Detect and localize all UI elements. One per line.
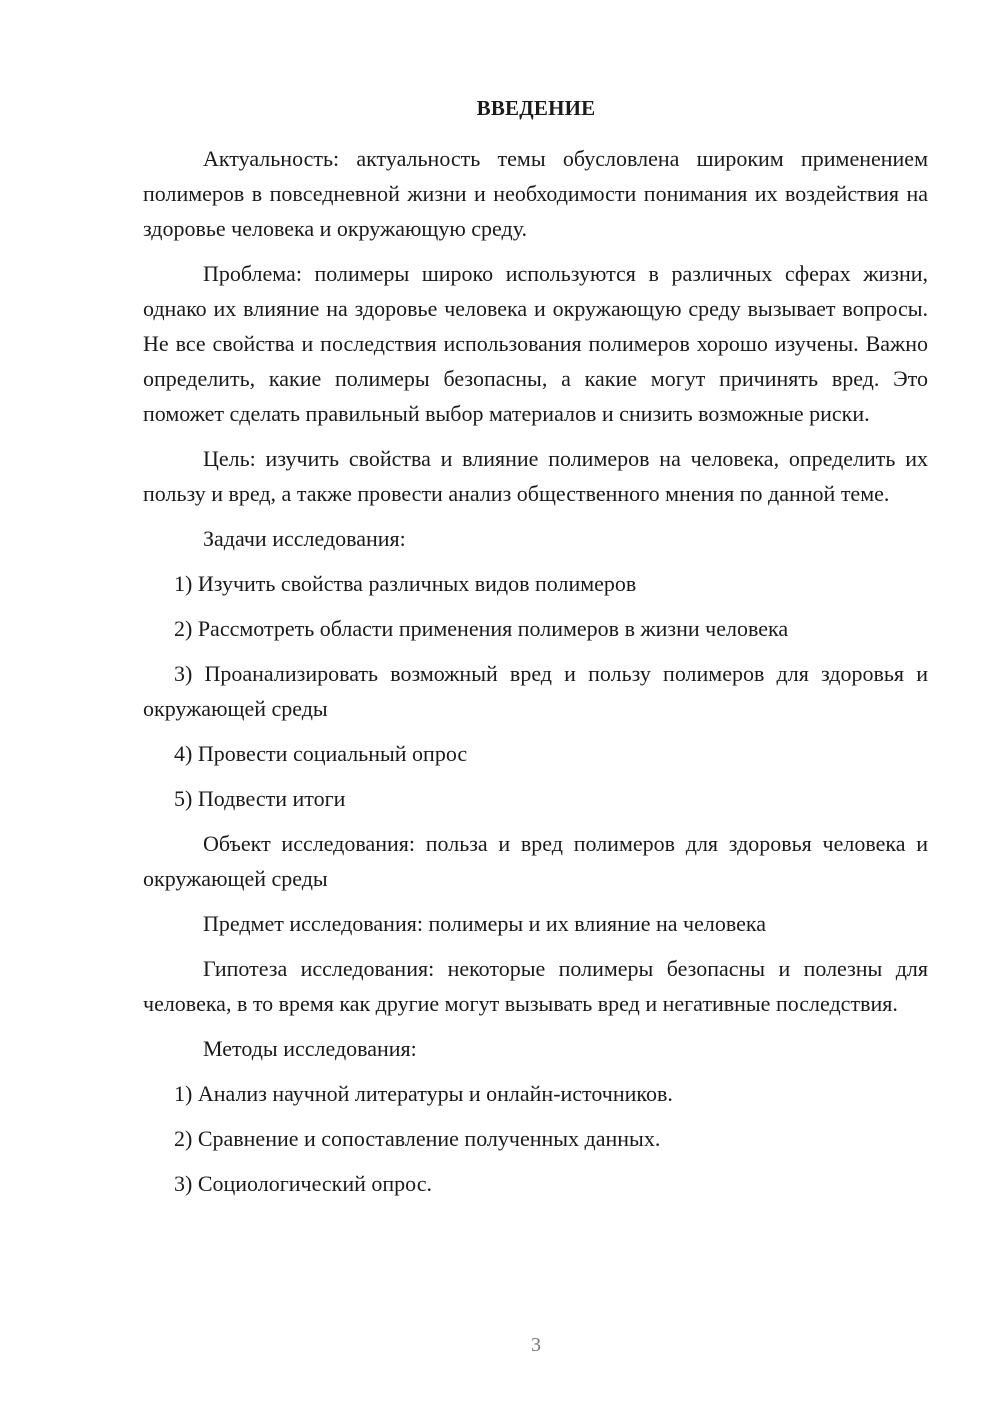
- task-item-4: 4) Провести социальный опрос: [174, 741, 468, 766]
- methods-heading: Методы исследования:: [203, 1036, 417, 1061]
- document-body: [143, 141, 928, 1211]
- task-item-1: 1) Изучить свойства различных видов полимеров: [174, 571, 637, 596]
- actuality-paragraph: Актуальность: актуальность темы обусловлена широким применением полимеров в повседневной жизни и необходимости понимания их воздействия на здоровье человека и окружающую среду.: [143, 146, 928, 241]
- task-item-5: 5) Подвести итоги: [174, 786, 346, 811]
- goal-paragraph: Цель: изучить свойства и влияние полимеров на человека, определить их пользу и вред, а также провести анализ общественного мнения по данной теме.: [143, 446, 928, 506]
- method-item-3: 3) Социологический опрос.: [174, 1171, 432, 1196]
- page-number: 3: [531, 1334, 541, 1356]
- task-item-3: 3) Проанализировать возможный вред и пользу полимеров для здоровья и окружающей среды: [143, 661, 928, 721]
- problem-paragraph: Проблема: полимеры широко используются в различных сферах жизни, однако их влияние на здоровье человека и окружающую среду вызывает вопросы. Не все свойства и последствия использования полимеров хорошо изучены. Важно определить, какие полимеры безопасны, а какие могут причинять вред. Это поможет сделать правильный выбор материалов и снизить возможные риски.: [143, 261, 928, 426]
- method-item-1: 1) Анализ научной литературы и онлайн-источников.: [174, 1081, 673, 1106]
- tasks-heading: Задачи исследования:: [203, 526, 406, 551]
- task-item-2: 2) Рассмотреть области применения полимеров в жизни человека: [174, 616, 789, 641]
- subject-paragraph: Предмет исследования: полимеры и их влияние на человека: [203, 911, 766, 936]
- page-title: ВВЕДЕНИЕ: [476, 96, 596, 120]
- method-item-2: 2) Сравнение и сопоставление полученных данных.: [174, 1126, 661, 1151]
- object-paragraph: Объект исследования: польза и вред полимеров для здоровья человека и окружающей среды: [143, 831, 928, 891]
- hypothesis-paragraph: Гипотеза исследования: некоторые полимеры безопасны и полезны для человека, в то время как другие могут вызывать вред и негативные последствия.: [143, 956, 928, 1016]
